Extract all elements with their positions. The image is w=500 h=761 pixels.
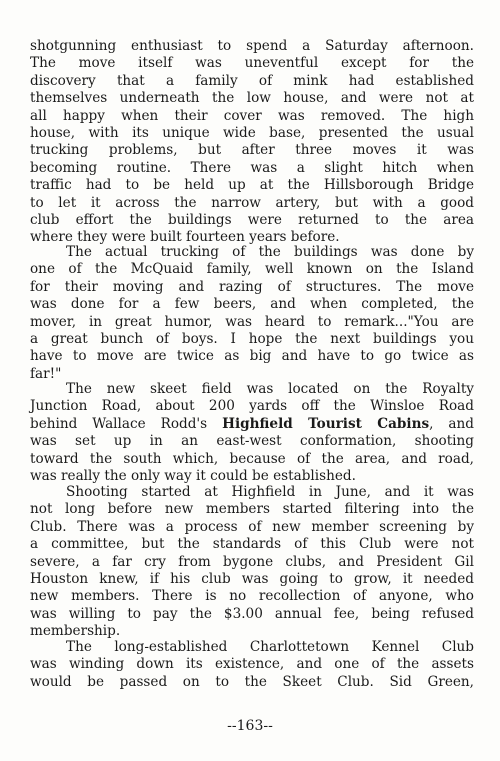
paragraph-line: far!" (30, 365, 62, 382)
paragraph-3 (30, 381, 474, 485)
paragraph-line: The move itself was uneventful except for the (30, 55, 474, 72)
paragraph-line: shotgunning enthusiast to spend a Saturday afternoon. (30, 38, 474, 54)
paragraph-line: discovery that a family of mink had established (30, 72, 474, 89)
paragraph-line: club effort the buildings were returned to the area (30, 212, 474, 229)
paragraph-line: would be passed on to the Skeet Club. Sid Green, (30, 673, 474, 690)
paragraph-4 (30, 484, 474, 641)
paragraph-line: severe, a far cry from bygone clubs, and President Gil (30, 553, 474, 570)
paragraph-line: membership. (30, 623, 121, 640)
paragraph-line: have to move are twice as big and have to go twice as (30, 348, 474, 365)
paragraph-line: one of the McQuaid family, well known on the Island (30, 261, 474, 278)
paragraph-line: trucking problems, but after three moves it was (30, 142, 474, 159)
paragraph-line: to let it across the narrow artery, but with a good (30, 194, 474, 211)
paragraph-line: Club. There was a process of new member screening by (30, 518, 474, 535)
page-number: --163-- (227, 718, 273, 734)
line-text: , and (429, 415, 474, 432)
paragraph-line: was done for a few beers, and when completed, the (30, 296, 474, 313)
paragraph-line: The long-established Charlottetown Kennel Club (66, 639, 474, 655)
paragraph-line: Shooting started at Highfield in June, and it was (66, 484, 474, 500)
paragraph-line: house, with its unique wide base, presented the usual (30, 125, 474, 142)
paragraph-2 (30, 244, 474, 383)
paragraph-line: The new skeet field was located on the Royalty (66, 381, 474, 397)
paragraph-line: Junction Road, about 200 yards off the Winsloe Road (30, 398, 474, 415)
paragraph-line: toward the south which, because of the area, and road, (30, 450, 474, 467)
paragraph-line: themselves underneath the low house, and were not at (30, 90, 474, 107)
paragraph-1 (30, 38, 474, 247)
paragraph-line: was set up in an east-west conformation, shooting (30, 433, 474, 450)
paragraph-line: new members. There is no recollection of anyone, who (30, 588, 474, 605)
paragraph-line: becoming routine. There was a slight hitch when (30, 159, 474, 176)
paragraph-line: where they were built fourteen years before. (30, 229, 340, 246)
paragraph-line: a committee, but the standards of this Club were not (30, 536, 474, 553)
paragraph-line: was willing to pay the $3.00 annual fee, being refused (30, 605, 474, 622)
paragraph-line: The actual trucking of the buildings was done by (66, 244, 474, 260)
business-name: Highfield Tourist Cabins (222, 415, 430, 432)
paragraph-line: for their moving and razing of structures. The move (30, 278, 474, 295)
paragraph-line: a great bunch of boys. I hope the next buildings you (30, 331, 474, 348)
paragraph-5 (30, 639, 474, 691)
paragraph-line: not long before new members started filtering into the (30, 501, 474, 518)
paragraph-line (30, 416, 474, 433)
paragraph-line: was winding down its existence, and one of the assets (30, 656, 474, 673)
paragraph-line: mover, in great humor, was heard to remark..."You are (30, 313, 474, 330)
paragraph-line: all happy when their cover was removed. The high (30, 107, 474, 124)
paragraph-line: was really the only way it could be established. (30, 468, 356, 485)
paragraph-line: traffic had to be held up at the Hillsborough Bridge (30, 177, 474, 194)
line-text: behind Wallace Rodd's (30, 415, 223, 432)
paragraph-line: Houston knew, if his club was going to grow, it needed (30, 571, 474, 588)
